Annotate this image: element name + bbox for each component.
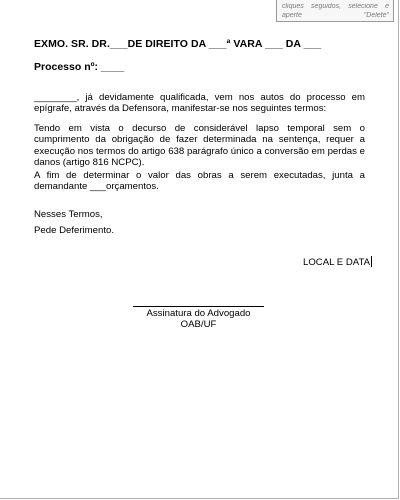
tooltip-line-2: aperte "Delete" (282, 11, 389, 19)
help-tooltip (276, 0, 394, 22)
signature-line (133, 306, 264, 307)
signature-name[interactable]: Assinatura do Advogado (146, 308, 251, 319)
process-number[interactable]: Processo nº: ____ (34, 61, 125, 73)
paragraph-budget[interactable]: A fim de determinar o valor das obras a serem executadas, junta a demandante ___orçamentos. (34, 170, 365, 193)
paragraph-request[interactable]: Tendo em vista o decurso de considerável lapso temporal sem o cumprimento da obrigação de fazer determinada na sentença, requer a execução nos termos do artigo 638 parágrafo único a conversão em perdas e danos (artigo 816 NCPC). (34, 123, 365, 169)
signature-oab[interactable]: OAB/UF (180, 319, 217, 330)
text-cursor (371, 256, 372, 267)
document-heading[interactable]: EXMO. SR. DR.___DE DIREITO DA ___ª VARA ___ DA ___ (34, 38, 322, 50)
place-date[interactable] (303, 256, 372, 268)
paragraph-intro[interactable]: ________, já devidamente qualificada, vem nos autos do processo em epígrafe, através da Defensora, manifestar-se nos seguintes termos: (34, 92, 365, 115)
tooltip-line-1: cliques seguidos, selecione e (282, 3, 389, 10)
closing-request[interactable]: Pede Deferimento. (34, 225, 114, 236)
closing-terms[interactable]: Nesses Termos, (34, 209, 103, 220)
place-date-text: LOCAL E DATA (303, 257, 370, 268)
